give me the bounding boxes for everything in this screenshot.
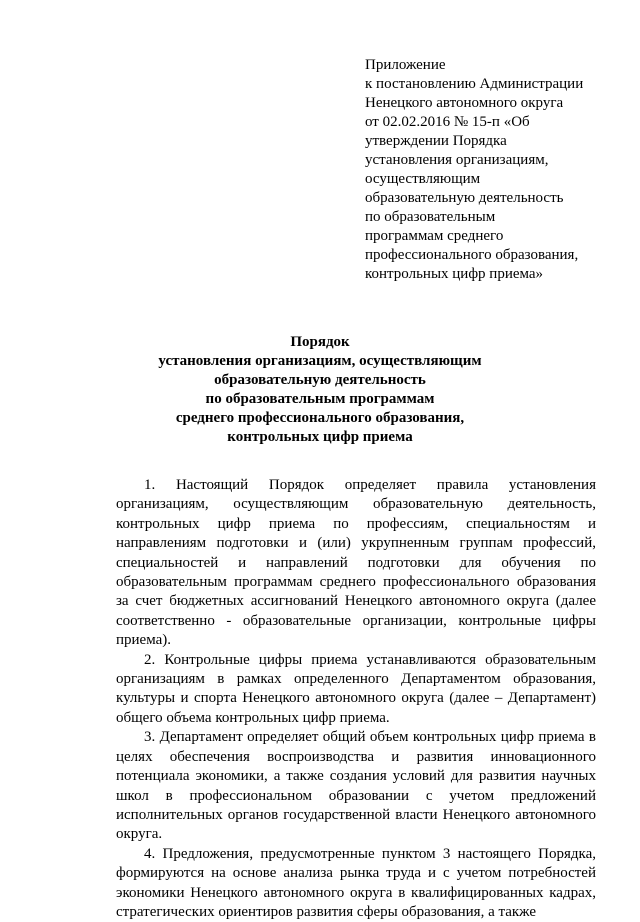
appendix-line: к постановлению Администрации	[365, 76, 584, 92]
title-line: образовательную деятельность	[214, 372, 426, 388]
appendix-line: установления организациям,	[365, 152, 549, 168]
paragraph-3: 3. Департамент определяет общий объем контрольных цифр приема в целях обеспечения воспроизводства и развития инновационного потенциала экономики, а также создания условий для развития научных школ в профессиональном образовании с учетом предложений исполнительных органов государственной власти Ненецкого автономного округа.	[116, 729, 596, 843]
appendix-line: Ненецкого автономного округа	[365, 95, 564, 111]
title-line: по образовательным программам	[205, 391, 435, 407]
paragraph-1: 1. Настоящий Порядок определяет правила установления организациям, осуществляющим образовательную деятельность, контрольных цифр приема по профессиям, специальностям и направлениям подготовки и (или) укрупненным группам профессий, специальностей и направлений подготовки для обучения по образовательным программам среднего профессионального образования за счет бюджетных ассигнований Ненецкого автономного округа (далее соответственно - образовательные организации, контрольные цифры приема).	[116, 477, 596, 649]
paragraph-2: 2. Контрольные цифры приема устанавливаются образовательным организациям в рамках определенного Департаментом образования, культуры и спорта Ненецкого автономного округа (далее – Департамент) общего объема контрольных цифр приема.	[116, 651, 596, 726]
appendix-line: Приложение	[365, 57, 446, 73]
title-line: среднего профессионального образования,	[175, 410, 465, 426]
appendix-line: образовательную деятельность	[365, 190, 564, 206]
appendix-line: утверждении Порядка	[365, 133, 507, 149]
appendix-line: от 02.02.2016 № 15-п «Об	[365, 114, 530, 130]
appendix-line: по образовательным	[365, 209, 496, 225]
document-title	[0, 333, 640, 447]
title-line: контрольных цифр приема	[227, 429, 413, 445]
appendix-header	[365, 56, 615, 284]
title-line: установления организациям, осуществляющим	[158, 353, 482, 369]
appendix-line: профессионального образования,	[365, 247, 579, 263]
appendix-line: программам среднего	[365, 228, 504, 244]
appendix-line: осуществляющим	[365, 171, 481, 187]
title-line: Порядок	[290, 334, 350, 350]
document-body	[116, 476, 596, 922]
appendix-line: контрольных цифр приема»	[365, 266, 544, 282]
paragraph-4: 4. Предложения, предусмотренные пунктом 3 настоящего Порядка, формируются на основе анализа рынка труда и с учетом потребностей экономики Ненецкого автономного округа в квалифицированных кадрах, стратегических ориентиров развития сферы образования, а также	[116, 845, 596, 920]
